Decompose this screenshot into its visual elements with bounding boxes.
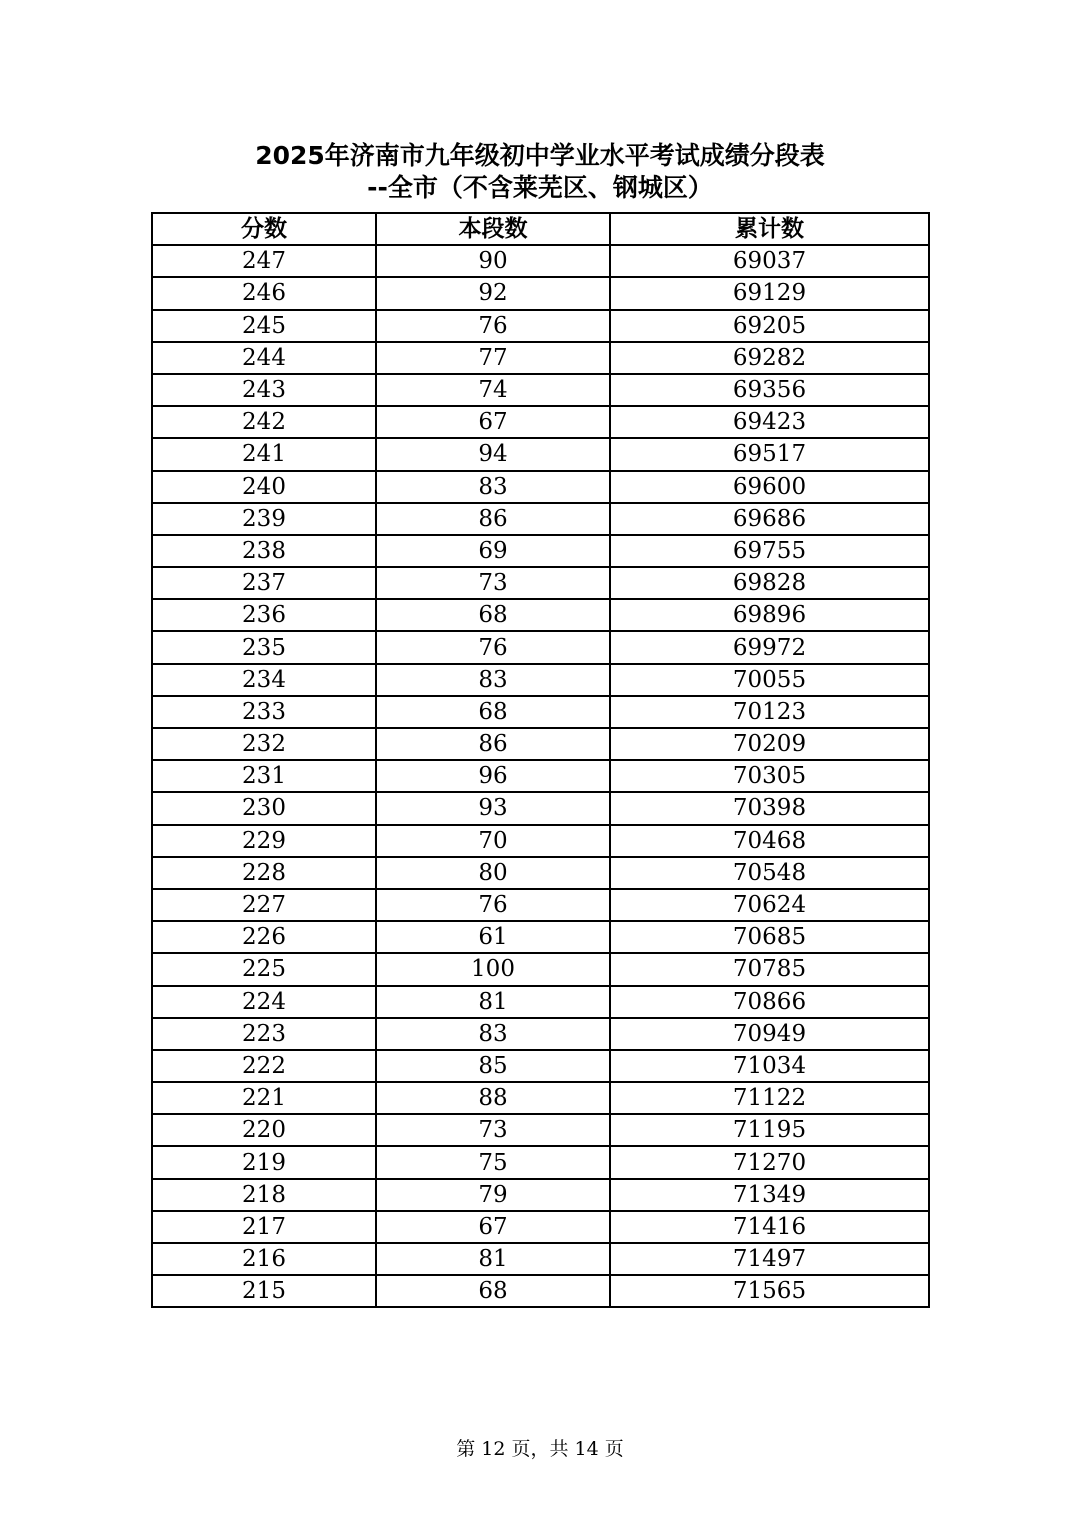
cell-score: 221 bbox=[152, 1082, 376, 1114]
cell-score: 245 bbox=[152, 310, 376, 342]
cell-segment-count: 68 bbox=[376, 696, 610, 728]
document-subtitle: --全市（不含莱芜区、钢城区） bbox=[367, 173, 713, 202]
table-row bbox=[152, 889, 929, 921]
cell-score: 236 bbox=[152, 599, 376, 631]
cell-cumulative-count: 70468 bbox=[610, 825, 929, 857]
cell-score: 231 bbox=[152, 760, 376, 792]
cell-segment-count: 83 bbox=[376, 664, 610, 696]
table-row bbox=[152, 857, 929, 889]
table-row bbox=[152, 792, 929, 824]
cell-cumulative-count: 69600 bbox=[610, 471, 929, 503]
cell-cumulative-count: 71565 bbox=[610, 1275, 929, 1307]
cell-segment-count: 80 bbox=[376, 857, 610, 889]
cell-cumulative-count: 71416 bbox=[610, 1211, 929, 1243]
cell-cumulative-count: 70785 bbox=[610, 953, 929, 985]
cell-cumulative-count: 69205 bbox=[610, 310, 929, 342]
cell-score: 234 bbox=[152, 664, 376, 696]
cell-cumulative-count: 71270 bbox=[610, 1146, 929, 1178]
cell-segment-count: 88 bbox=[376, 1082, 610, 1114]
score-distribution-table bbox=[151, 212, 930, 1308]
cell-cumulative-count: 71034 bbox=[610, 1050, 929, 1082]
cell-score: 243 bbox=[152, 374, 376, 406]
table-row bbox=[152, 760, 929, 792]
table-row bbox=[152, 1211, 929, 1243]
cell-score: 225 bbox=[152, 953, 376, 985]
cell-cumulative-count: 70624 bbox=[610, 889, 929, 921]
table-row bbox=[152, 1050, 929, 1082]
cell-cumulative-count: 70398 bbox=[610, 792, 929, 824]
header-cumulative-count: 累计数 bbox=[610, 213, 929, 245]
cell-cumulative-count: 69972 bbox=[610, 631, 929, 663]
cell-score: 235 bbox=[152, 631, 376, 663]
table-header-row bbox=[152, 213, 929, 245]
cell-cumulative-count: 70548 bbox=[610, 857, 929, 889]
cell-cumulative-count: 69037 bbox=[610, 245, 929, 277]
cell-segment-count: 100 bbox=[376, 953, 610, 985]
cell-cumulative-count: 70949 bbox=[610, 1018, 929, 1050]
cell-score: 228 bbox=[152, 857, 376, 889]
cell-score: 227 bbox=[152, 889, 376, 921]
cell-cumulative-count: 69129 bbox=[610, 277, 929, 309]
cell-segment-count: 70 bbox=[376, 825, 610, 857]
table-row bbox=[152, 406, 929, 438]
cell-segment-count: 81 bbox=[376, 1243, 610, 1275]
table-row bbox=[152, 631, 929, 663]
cell-score: 237 bbox=[152, 567, 376, 599]
cell-segment-count: 83 bbox=[376, 471, 610, 503]
cell-segment-count: 73 bbox=[376, 567, 610, 599]
cell-segment-count: 61 bbox=[376, 921, 610, 953]
cell-segment-count: 94 bbox=[376, 438, 610, 470]
cell-cumulative-count: 71122 bbox=[610, 1082, 929, 1114]
cell-score: 215 bbox=[152, 1275, 376, 1307]
table-row bbox=[152, 245, 929, 277]
cell-score: 232 bbox=[152, 728, 376, 760]
table-row bbox=[152, 1114, 929, 1146]
cell-cumulative-count: 70866 bbox=[610, 986, 929, 1018]
cell-segment-count: 86 bbox=[376, 728, 610, 760]
cell-score: 222 bbox=[152, 1050, 376, 1082]
table-row bbox=[152, 986, 929, 1018]
table-row bbox=[152, 1082, 929, 1114]
cell-score: 233 bbox=[152, 696, 376, 728]
cell-cumulative-count: 69282 bbox=[610, 342, 929, 374]
cell-cumulative-count: 69423 bbox=[610, 406, 929, 438]
cell-score: 218 bbox=[152, 1179, 376, 1211]
cell-segment-count: 67 bbox=[376, 1211, 610, 1243]
table-row bbox=[152, 1243, 929, 1275]
document-title: 2025年济南市九年级初中学业水平考试成绩分段表 bbox=[255, 141, 825, 170]
header-segment-count: 本段数 bbox=[376, 213, 610, 245]
cell-score: 246 bbox=[152, 277, 376, 309]
cell-segment-count: 90 bbox=[376, 245, 610, 277]
cell-cumulative-count: 71349 bbox=[610, 1179, 929, 1211]
cell-segment-count: 76 bbox=[376, 310, 610, 342]
cell-cumulative-count: 70305 bbox=[610, 760, 929, 792]
cell-segment-count: 96 bbox=[376, 760, 610, 792]
table-row bbox=[152, 599, 929, 631]
cell-segment-count: 93 bbox=[376, 792, 610, 824]
cell-score: 242 bbox=[152, 406, 376, 438]
cell-segment-count: 86 bbox=[376, 503, 610, 535]
cell-segment-count: 76 bbox=[376, 631, 610, 663]
cell-cumulative-count: 69828 bbox=[610, 567, 929, 599]
table-row bbox=[152, 953, 929, 985]
cell-cumulative-count: 70055 bbox=[610, 664, 929, 696]
cell-segment-count: 85 bbox=[376, 1050, 610, 1082]
cell-score: 239 bbox=[152, 503, 376, 535]
cell-segment-count: 92 bbox=[376, 277, 610, 309]
table-row bbox=[152, 535, 929, 567]
table-row bbox=[152, 471, 929, 503]
cell-segment-count: 77 bbox=[376, 342, 610, 374]
table-row bbox=[152, 342, 929, 374]
cell-score: 219 bbox=[152, 1146, 376, 1178]
table-row bbox=[152, 277, 929, 309]
cell-segment-count: 74 bbox=[376, 374, 610, 406]
table-row bbox=[152, 1018, 929, 1050]
cell-segment-count: 81 bbox=[376, 986, 610, 1018]
table-row bbox=[152, 1275, 929, 1307]
cell-score: 238 bbox=[152, 535, 376, 567]
cell-cumulative-count: 71195 bbox=[610, 1114, 929, 1146]
cell-segment-count: 75 bbox=[376, 1146, 610, 1178]
cell-segment-count: 76 bbox=[376, 889, 610, 921]
cell-score: 220 bbox=[152, 1114, 376, 1146]
table-row bbox=[152, 1146, 929, 1178]
cell-score: 223 bbox=[152, 1018, 376, 1050]
cell-segment-count: 67 bbox=[376, 406, 610, 438]
cell-segment-count: 73 bbox=[376, 1114, 610, 1146]
cell-cumulative-count: 69517 bbox=[610, 438, 929, 470]
table-row bbox=[152, 567, 929, 599]
table-row bbox=[152, 728, 929, 760]
table-row bbox=[152, 664, 929, 696]
cell-score: 224 bbox=[152, 986, 376, 1018]
page-number: 第 12 页，共 14 页 bbox=[456, 1438, 624, 1460]
cell-score: 247 bbox=[152, 245, 376, 277]
cell-cumulative-count: 70209 bbox=[610, 728, 929, 760]
cell-segment-count: 83 bbox=[376, 1018, 610, 1050]
cell-segment-count: 68 bbox=[376, 599, 610, 631]
cell-cumulative-count: 69755 bbox=[610, 535, 929, 567]
cell-cumulative-count: 70685 bbox=[610, 921, 929, 953]
cell-cumulative-count: 69896 bbox=[610, 599, 929, 631]
cell-segment-count: 79 bbox=[376, 1179, 610, 1211]
cell-cumulative-count: 69686 bbox=[610, 503, 929, 535]
cell-score: 216 bbox=[152, 1243, 376, 1275]
cell-score: 217 bbox=[152, 1211, 376, 1243]
table-row bbox=[152, 825, 929, 857]
cell-score: 241 bbox=[152, 438, 376, 470]
cell-cumulative-count: 69356 bbox=[610, 374, 929, 406]
table-row bbox=[152, 438, 929, 470]
table-row bbox=[152, 374, 929, 406]
cell-score: 244 bbox=[152, 342, 376, 374]
cell-segment-count: 69 bbox=[376, 535, 610, 567]
cell-cumulative-count: 71497 bbox=[610, 1243, 929, 1275]
header-score: 分数 bbox=[152, 213, 376, 245]
table-row bbox=[152, 310, 929, 342]
table-row bbox=[152, 696, 929, 728]
table-row bbox=[152, 1179, 929, 1211]
cell-cumulative-count: 70123 bbox=[610, 696, 929, 728]
cell-segment-count: 68 bbox=[376, 1275, 610, 1307]
table-row bbox=[152, 503, 929, 535]
cell-score: 229 bbox=[152, 825, 376, 857]
table-row bbox=[152, 921, 929, 953]
cell-score: 240 bbox=[152, 471, 376, 503]
cell-score: 226 bbox=[152, 921, 376, 953]
cell-score: 230 bbox=[152, 792, 376, 824]
